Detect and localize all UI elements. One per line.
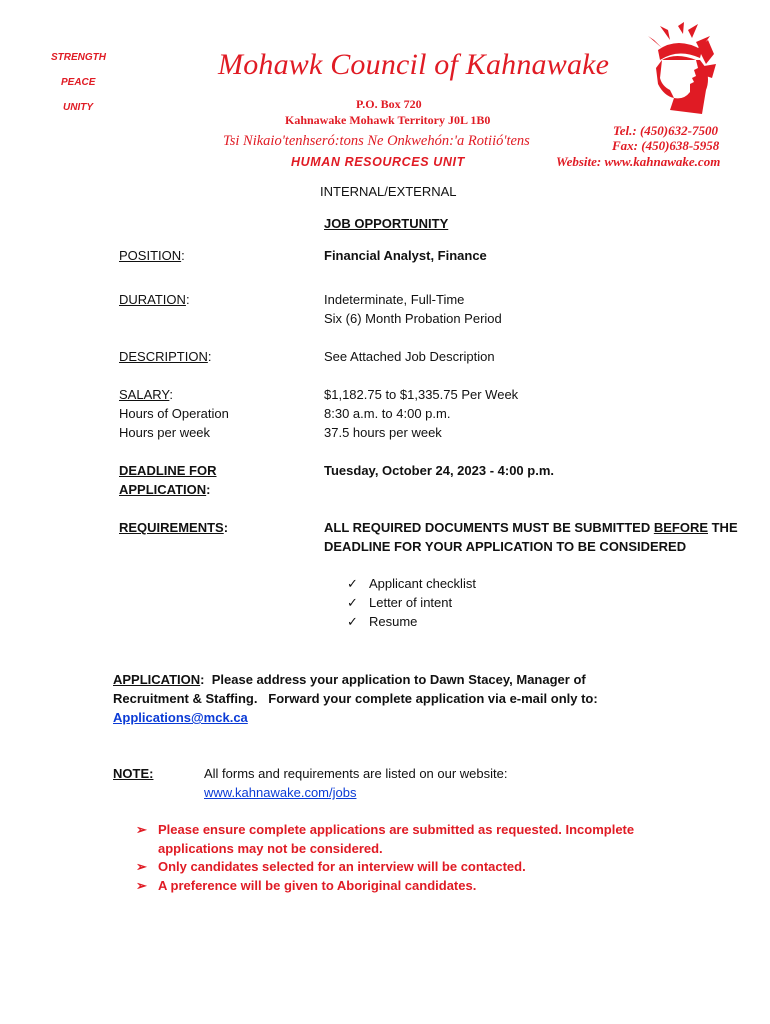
hours-per-week-label: Hours per week <box>119 425 211 440</box>
website: Website: www.kahnawake.com <box>556 154 721 169</box>
telephone: Tel.: (450)632-7500 <box>613 123 718 138</box>
application-instructions: APPLICATION: Please address your application to Dawn Stacey, Manager of Recruitment & Staffing. Forward your complete application via e-mail only to: Applications@mck.ca <box>113 672 598 725</box>
jobs-website-link[interactable]: www.kahnawake.com/jobs <box>204 785 357 800</box>
unit-name: HUMAN RESOURCES UNIT <box>291 155 465 169</box>
application-email-link[interactable]: Applications@mck.ca <box>113 710 248 725</box>
posting-scope: INTERNAL/EXTERNAL <box>320 184 457 199</box>
list-item: ✓ Letter of intent <box>347 595 453 610</box>
checkmark-icon: ✓ <box>347 614 358 629</box>
duration-type: Indeterminate, Full-Time <box>324 292 465 307</box>
requirements-label: REQUIREMENTS: <box>119 520 229 535</box>
salary-label: SALARY <box>119 387 170 402</box>
duration-value <box>324 290 502 328</box>
fax: Fax: (450)638-5958 <box>612 138 720 153</box>
probation-period: Six (6) Month Probation Period <box>324 311 502 326</box>
salary-value: $1,182.75 to $1,335.75 Per Week <box>324 387 519 402</box>
arrow-bullet-icon: ➢ <box>136 822 147 837</box>
application-label: APPLICATION <box>113 672 201 687</box>
hours-of-operation-value: 8:30 a.m. to 4:00 p.m. <box>324 406 451 421</box>
arrow-bullet-icon: ➢ <box>136 859 147 874</box>
description-value: See Attached Job Description <box>324 349 495 364</box>
position-label: POSITION: <box>119 248 185 263</box>
arrow-bullet-icon: ➢ <box>136 877 147 893</box>
organization-title: Mohawk Council of Kahnawake <box>218 48 610 81</box>
checkmark-icon: ✓ <box>347 576 358 591</box>
po-box: P.O. Box 720 <box>356 97 422 111</box>
deadline-label: DEADLINE FOR APPLICATION: <box>119 463 217 497</box>
salary-values <box>324 385 518 442</box>
hours-of-operation-label: Hours of Operation <box>119 406 229 421</box>
posting-heading: JOB OPPORTUNITY <box>324 216 449 231</box>
list-item: ✓ Resume <box>347 614 418 629</box>
document-checklist <box>347 574 476 631</box>
position-value: Financial Analyst, Finance <box>324 248 487 263</box>
description-label: DESCRIPTION: <box>119 349 212 364</box>
note-label: NOTE: <box>113 766 154 781</box>
before-emphasis: BEFORE <box>653 520 708 535</box>
salary-labels: SALARY: Hours of Operation Hours per week <box>119 387 229 440</box>
mohawk-chief-logo-icon <box>640 20 718 115</box>
nation-phrase: Tsi Nikaio'tenhseró:tons Ne Onkwehón:'a Rotiió'tens <box>223 133 530 149</box>
motto-strength: STRENGTH <box>51 52 106 63</box>
duration-label: DURATION: <box>119 292 190 307</box>
list-item: ✓ Applicant checklist <box>347 576 476 591</box>
list-item: ➢ A preference will be given to Aboriginal candidates. <box>136 877 676 896</box>
list-item: ➢ Please ensure complete applications are submitted as requested. Incomplete applications may not be considered. <box>136 822 635 856</box>
deadline-value: Tuesday, October 24, 2023 - 4:00 p.m. <box>324 463 555 478</box>
hours-per-week-value: 37.5 hours per week <box>324 425 442 440</box>
motto-peace: PEACE <box>61 77 96 88</box>
list-item: ➢ Only candidates selected for an interview will be contacted. <box>136 858 676 877</box>
territory-address: Kahnawake Mohawk Territory J0L 1B0 <box>285 113 491 127</box>
note-text: All forms and requirements are listed on our website: www.kahnawake.com/jobs <box>204 766 508 800</box>
motto-unity: UNITY <box>63 102 93 113</box>
important-notices <box>136 821 676 895</box>
checkmark-icon: ✓ <box>347 595 358 610</box>
requirements-text: ALL REQUIRED DOCUMENTS MUST BE SUBMITTED BEFORE THE DEADLINE FOR YOUR APPLICATION TO BE CONSIDERED <box>324 520 738 554</box>
